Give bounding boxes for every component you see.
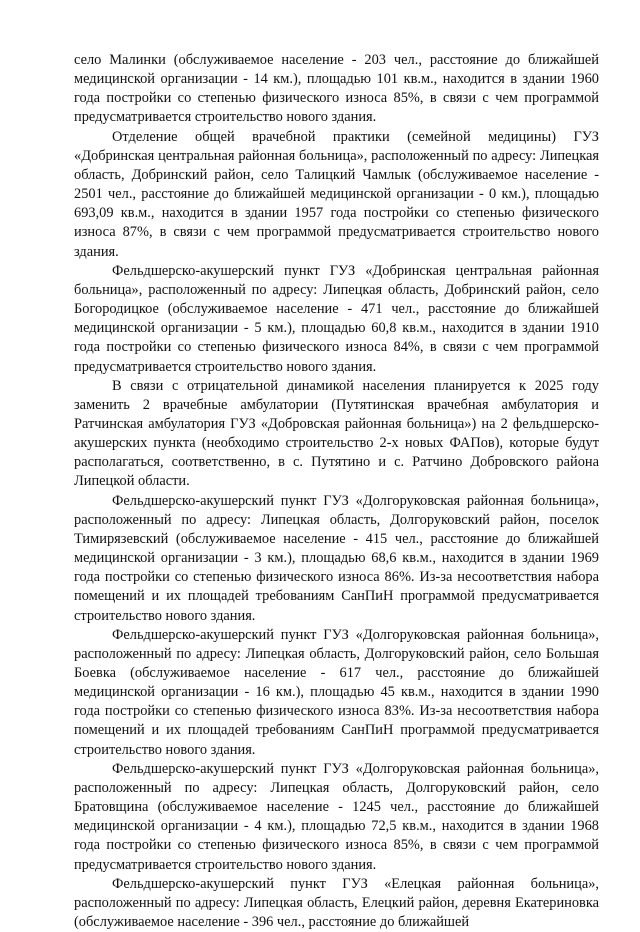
- paragraph-malinki-continuation: село Малинки (обслуживаемое население - 203 чел., расстояние до ближайшей медицинской организации - 14 км.), площадью 101 кв.м., находится в здании 1960 года постройки со степенью физического износа 85%, в связи с чем программой предусматривается строительство нового здания.: [74, 52, 599, 126]
- paragraph-bolshaya-boevka: Фельдшерско-акушерский пункт ГУЗ «Долгоруковская районная больница», расположенный по адресу: Липецкая область, Долгоруковский район, село Большая Боевка (обслуживаемое население - 617 чел., расстояние до ближайшей медицинской организации - 16 км.), площадью 45 кв.м., находится в здании 1990 года постройки со степенью физического износа 83%. Из-за несоответствия набора помещений и их площадей требованиям СанПиН программой предусматривается строительство нового здания.: [74, 626, 599, 758]
- paragraph-bogoroditskoe: Фельдшерско-акушерский пункт ГУЗ «Добринская центральная районная больница», расположенный по адресу: Липецкая область, Добринский район, село Богородицкое (обслуживаемое население - 471 чел., расстояние до ближайшей медицинской организации - 5 км.), площадью 60,8 кв.м., находится в здании 1910 года постройки со степенью физического износа 84%, в связи с чем программой предусматривается строительство нового здания.: [74, 262, 599, 375]
- paragraph-ambulatory-replacement: В связи с отрицательной динамикой населения планируется к 2025 году заменить 2 врачебные амбулатории (Путятинская врачебная амбулатория и Ратчинская амбулатория ГУЗ «Добровская районная больница») на 2 фельдшерско-акушерских пункта (необходимо строительство 2-х новых ФАПов), которые будут располагаться, соответственно, в с. Путятино и с. Ратчино Добровского района Липецкой области.: [74, 377, 599, 490]
- paragraph-bratovshchina: Фельдшерско-акушерский пункт ГУЗ «Долгоруковская районная больница», расположенный по адресу: Липецкая область, Долгоруковский район, село Братовщина (обслуживаемое население - 1245 чел., расстояние до ближайшей медицинской организации - 4 км.), площадью 72,5 кв.м., находится в здании 1968 года постройки со степенью физического износа 85%, в связи с чем программой предусматривается строительство нового здания.: [74, 760, 599, 873]
- paragraph-talitsky-chamlyk: Отделение общей врачебной практики (семейной медицины) ГУЗ «Добринская центральная районная больница», расположенный по адресу: Липецкая область, Добринский район, село Талицкий Чамлык (обслуживаемое население - 2501 чел., расстояние до ближайшей медицинской организации - 0 км.), площадью 693,09 кв.м., находится в здании 1957 года постройки со степенью физического износа 87%, в связи с чем программой предусматривается строительство нового здания.: [74, 128, 599, 260]
- paragraph-timiryazevsky: Фельдшерско-акушерский пункт ГУЗ «Долгоруковская районная больница», расположенный по адресу: Липецкая область, Долгоруковский район, поселок Тимирязевский (обслуживаемое население - 415 чел., расстояние до ближайшей медицинской организации - 3 км.), площадью 68,6 кв.м., находится в здании 1969 года постройки со степенью физического износа 86%. Из-за несоответствия набора помещений и их площадей требованиям СанПиН программой предусматривается строительство нового здания.: [74, 492, 599, 624]
- document-page: [74, 51, 599, 932]
- paragraph-ekaterinovka: Фельдшерско-акушерский пункт ГУЗ «Елецкая районная больница», расположенный по адресу: Липецкая область, Елецкий район, деревня Екатериновка (обслуживаемое население - 396 чел., расстояние до ближайшей: [74, 875, 599, 931]
